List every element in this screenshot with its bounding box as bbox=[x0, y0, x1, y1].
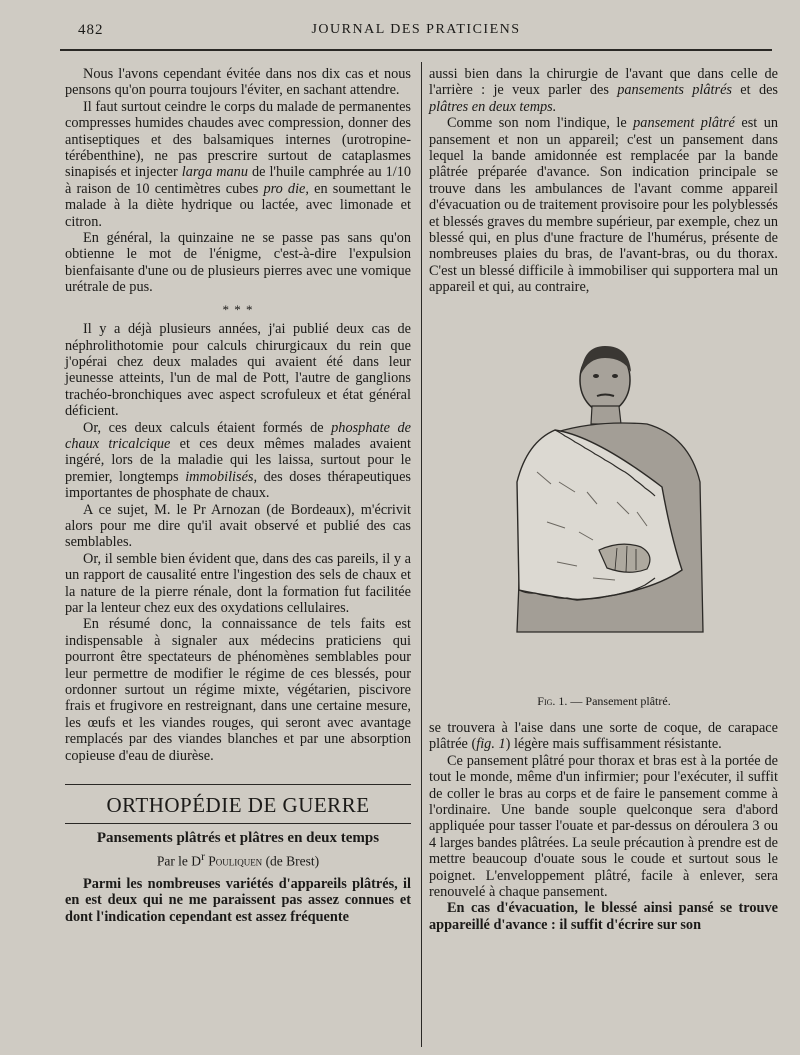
plaster-dressing-illustration bbox=[497, 332, 729, 662]
paragraph: Parmi les nombreuses variétés d'appareils plâtrés, il en est deux qui ne me paraissent pas assez connues et dont l'indication cependant est assez fréquente bbox=[65, 875, 411, 925]
paragraph: aussi bien dans la chirurgie de l'avant que dans celle de l'arrière : je veux parler des pansements plâtrés et des plâtres en deux temps. bbox=[429, 66, 778, 115]
paragraph: En résumé donc, la connaissance de tels faits est indispensable à signaler aux médecins praticiens qui pourront être spectateurs de phénomènes semblables pour leur permettre de modifier le régime de ces blessés, pour ordonner surtout un régime mixte, végétarien, piscivore frais et frugivore en restreignant, dans une certaine mesure, les œufs et les viandes rouges, qui seront avec avantage remplacés par des viandes blanches et par une absorption copieuse d'eau de diurèse. bbox=[65, 616, 411, 764]
asterism: * * * bbox=[222, 301, 254, 317]
paragraph: A ce sujet, M. le Pr Arnozan (de Bordeaux), m'écrivit alors pour me dire qu'il avait observé et publié des cas semblables. bbox=[65, 501, 411, 551]
running-head bbox=[60, 22, 772, 46]
section-title: ORTHOPÉDIE DE GUERRE bbox=[65, 784, 411, 824]
paragraph: En cas d'évacuation, le blessé ainsi pansé se trouve appareillé d'avance : il suffit d'écrire sur son bbox=[429, 900, 778, 933]
paragraph: Ce pansement plâtré pour thorax et bras est à la portée de tout le monde, même d'un infirmier; pour l'exécuter, il suffit de coller le bras au corps et de faire le pansement comme à l'ordinaire. Une bande souple quelconque sera d'abord appliquée pour tasser l'ouate et par-dessus on déroulera 3 ou 4 larges bandes plâtrées. La seule précaution à prendre est de mettre beaucoup d'ouate sous le coude et surtout sous le poignet. L'enveloppement plâtré, facile à enlever, sera renouvelé à chaque pansement. bbox=[429, 752, 778, 901]
left-column bbox=[65, 66, 411, 925]
right-column bbox=[429, 66, 778, 296]
figure-caption: Fig. 1. — Pansement plâtré. bbox=[537, 694, 671, 708]
paragraph: Or, ces deux calculs étaient formés de phosphate de chaux tricalcique et ces deux mêmes malades avaient ingéré, lors de la maladie qui les laissa, surtout pour le premier, longtemps immobilisés, des doses thérapeutiques importantes de phosphate de chaux. bbox=[65, 419, 411, 502]
paragraph: se trouvera à l'aise dans une sorte de coque, de carapace plâtrée (fig. 1) légère mais suffisamment résistante. bbox=[429, 720, 778, 753]
column-rule bbox=[421, 62, 422, 1047]
article-title: Pansements plâtrés et plâtres en deux temps bbox=[96, 830, 380, 847]
figure-illustration bbox=[497, 332, 729, 662]
paragraph: Il faut surtout ceindre le corps du malade de permanentes compresses humides chaudes avec compression, donner des antiseptiques et des balsamiques internes (urotropine-térébenthine), ne pas prescrire surtout de cataplasmes sinapisés et injecter larga manu de l'huile camphrée au 1/10 à raison de 10 centimètres cubes pro die, en soumettant le malade à la diète hydrique ou lactée, avec limonade et citron. bbox=[65, 98, 412, 230]
paragraph: Nous l'avons cependant évitée dans nos dix cas et nous pensons qu'on pourra toujours l'éviter, en sachant attendre. bbox=[65, 66, 411, 99]
paragraph: En général, la quinzaine ne se passe pas sans qu'on obtienne le mot de l'énigme, c'est-à-dire l'expulsion bienfaisante d'une ou de plusieurs pierres avec une vomique urétrale de pus. bbox=[65, 230, 411, 296]
byline: Par le $D^r$ Pouliquen (de Brest) bbox=[156, 850, 320, 869]
right-column-lower bbox=[429, 720, 778, 933]
paragraph: Or, il semble bien évident que, dans des cas pareils, il y a un rapport de causalité entre l'ingestion des sels de chaux et la nature de la pierre rénale, dont la formation fut facilitée par la lenteur chez eux des oxydations cellulaires. bbox=[65, 550, 411, 616]
page-number: 482 bbox=[78, 22, 104, 38]
paragraph: Il y a déjà plusieurs années, j'ai publié deux cas de néphrolithotomie pour calculs chirurgicaux du rein que j'opérai chez deux malades qui avaient été dans leur jeunesse atteints, l'un de mal de Pott, l'autre de ganglions trachéo-bronchiques avec aspect scrofuleux et état général déficient. bbox=[65, 321, 411, 420]
journal-title: JOURNAL DES PRATICIENS bbox=[311, 22, 521, 37]
header-rule bbox=[60, 49, 772, 51]
paragraph: Comme son nom l'indique, le pansement plâtré est un pansement et non un appareil; c'est un pansement dans lequel la bande amidonnée est remplacée par la bande plâtrée préparée d'avance. Son indication principale se trouve dans les ambulances de l'avant comme appareil d'évacuation ou de traitement provisoire pour les polyblessés et blessés graves du membre supérieur, par exemple, chez un blessé qui, en plus d'une fracture de l'humérus, présente de nombreuses plaies du bras, de l'avant-bras, ou du thorax. C'est un blessé difficile à immobiliser qui supportera mal un appareil et qui, au contraire, bbox=[429, 115, 779, 296]
